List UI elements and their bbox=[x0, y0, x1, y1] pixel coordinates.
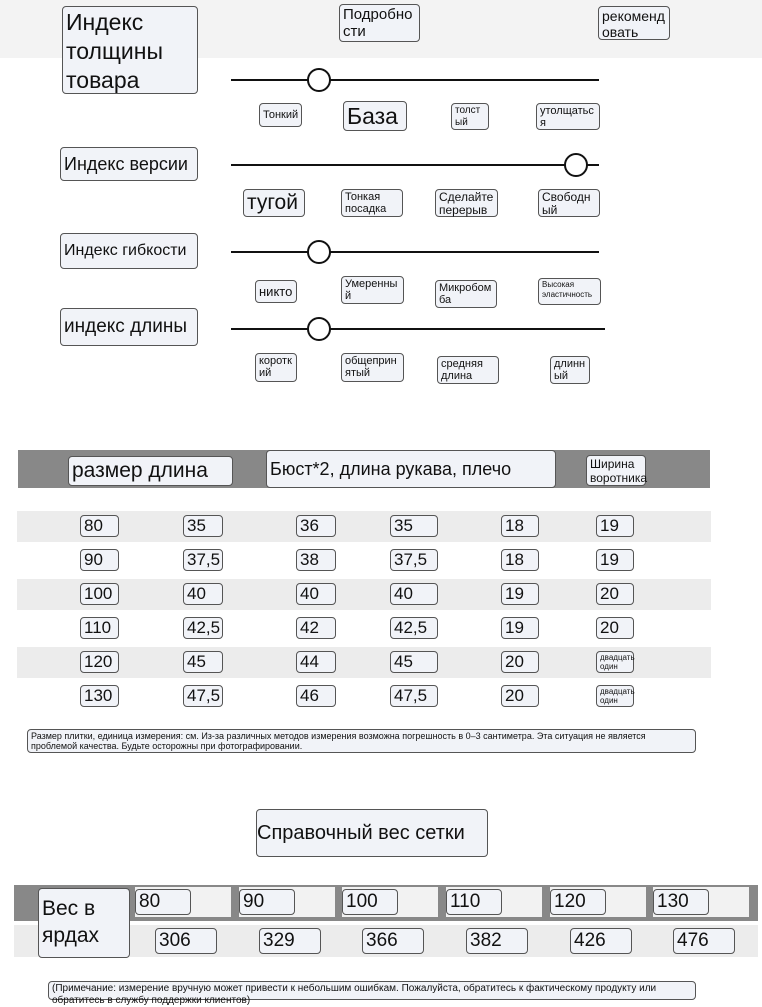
size-table-cell: 19 bbox=[596, 549, 634, 571]
weight-size-cell: 100 bbox=[342, 889, 398, 915]
version-option-3: Сделайте перерыв bbox=[435, 189, 498, 217]
size-header-collar: Ширина воротника bbox=[586, 455, 646, 486]
version-slider-track bbox=[231, 164, 599, 166]
weight-row-label: Вес в ярдах bbox=[38, 888, 130, 958]
size-table-cell: 47,5 bbox=[183, 685, 223, 707]
size-header-measurements: Бюст*2, длина рукава, плечо bbox=[266, 450, 556, 488]
size-table-cell: 46 bbox=[296, 685, 336, 707]
size-table-cell: 40 bbox=[183, 583, 223, 605]
weight-value-cell: 382 bbox=[466, 928, 528, 954]
length-slider-knob[interactable] bbox=[307, 317, 331, 341]
size-table-cell: 100 bbox=[80, 583, 119, 605]
weight-size-cell: 110 bbox=[446, 889, 502, 915]
flexibility-option-4: Высокая эластичность bbox=[538, 278, 601, 305]
flexibility-option-3: Микробом ба bbox=[435, 280, 497, 308]
size-table-cell: 110 bbox=[80, 617, 119, 639]
length-index-label: индекс длины bbox=[60, 308, 198, 346]
size-table-cell: 44 bbox=[296, 651, 336, 673]
size-table-cell: 35 bbox=[183, 515, 223, 537]
size-table-cell: 40 bbox=[390, 583, 438, 605]
version-slider-knob[interactable] bbox=[564, 153, 588, 177]
size-table-cell: 20 bbox=[596, 583, 634, 605]
weight-value-cell: 329 bbox=[259, 928, 321, 954]
flexibility-slider-track bbox=[231, 251, 599, 253]
size-table-cell: 20 bbox=[501, 685, 539, 707]
thickness-option-2: База bbox=[343, 101, 407, 131]
thickness-slider-knob[interactable] bbox=[307, 68, 331, 92]
size-table-cell: 42 bbox=[296, 617, 336, 639]
length-slider-track bbox=[231, 328, 605, 330]
size-header-length: размер длина bbox=[68, 456, 233, 486]
flexibility-option-2: Умеренны й bbox=[341, 276, 404, 304]
version-index-label: Индекс версии bbox=[60, 147, 198, 181]
size-table-cell: 40 bbox=[296, 583, 336, 605]
size-table-cell: 130 bbox=[80, 685, 119, 707]
length-option-2: общеприн ятый bbox=[341, 353, 404, 382]
size-table-cell: 37,5 bbox=[390, 549, 438, 571]
size-table-cell: 19 bbox=[501, 617, 539, 639]
thickness-slider-track bbox=[231, 79, 599, 81]
weight-title: Справочный вес сетки bbox=[256, 809, 488, 857]
size-table-cell: 37,5 bbox=[183, 549, 223, 571]
size-table-cell: 42,5 bbox=[183, 617, 223, 639]
size-table-cell: 45 bbox=[183, 651, 223, 673]
weight-note: (Примечание: измерение вручную может привести к небольшим ошибкам. Пожалуйста, обратитесь к фактическому продукту или обратитесь в службу поддержки клиентов) bbox=[48, 981, 696, 1000]
size-table-cell: 45 bbox=[390, 651, 438, 673]
size-table-cell: 90 bbox=[80, 549, 119, 571]
size-table-cell: 20 bbox=[501, 651, 539, 673]
version-option-1: тугой bbox=[243, 189, 305, 217]
size-table-cell: 42,5 bbox=[390, 617, 438, 639]
version-option-2: Тонкая посадка bbox=[341, 189, 403, 217]
weight-value-cell: 476 bbox=[673, 928, 735, 954]
size-table-cell: двадцать один bbox=[596, 651, 634, 673]
size-table-cell: 35 bbox=[390, 515, 438, 537]
page-title: Индекс толщины товара bbox=[62, 6, 198, 94]
size-table-cell: двадцать один bbox=[596, 685, 634, 707]
details-tab[interactable]: Подробно сти bbox=[339, 4, 420, 42]
size-table-cell: 19 bbox=[596, 515, 634, 537]
flexibility-option-1: никто bbox=[255, 280, 297, 303]
length-option-1: коротк ий bbox=[255, 353, 297, 382]
version-option-4: Свободн ый bbox=[538, 189, 600, 217]
thickness-option-1: Тонкий bbox=[259, 103, 302, 127]
size-table-cell: 80 bbox=[80, 515, 119, 537]
thickness-option-3: толст ый bbox=[451, 103, 489, 130]
thickness-option-4: утолщатьс я bbox=[536, 103, 600, 130]
flexibility-index-label: Индекс гибкости bbox=[60, 233, 198, 269]
recommend-tab[interactable]: рекоменд овать bbox=[598, 6, 670, 40]
weight-value-cell: 426 bbox=[570, 928, 632, 954]
weight-value-cell: 366 bbox=[362, 928, 424, 954]
size-table-cell: 120 bbox=[80, 651, 119, 673]
flexibility-slider-knob[interactable] bbox=[307, 240, 331, 264]
weight-value-cell: 306 bbox=[155, 928, 217, 954]
size-table-cell: 19 bbox=[501, 583, 539, 605]
size-table-cell: 38 bbox=[296, 549, 336, 571]
size-table-cell: 18 bbox=[501, 549, 539, 571]
size-table-note: Размер плитки, единица измерения: см. Из-за различных методов измерения возможна погрешность в 0–3 сантиметра. Эта ситуация не является проблемой качества. Будьте осторожны при фотографировании. bbox=[27, 729, 696, 753]
size-table-cell: 47,5 bbox=[390, 685, 438, 707]
size-table-cell: 36 bbox=[296, 515, 336, 537]
length-option-4: длинн ый bbox=[550, 356, 590, 384]
weight-size-cell: 130 bbox=[653, 889, 709, 915]
size-table-cell: 20 bbox=[596, 617, 634, 639]
size-table-cell: 18 bbox=[501, 515, 539, 537]
weight-size-cell: 80 bbox=[135, 889, 191, 915]
weight-size-cell: 90 bbox=[239, 889, 295, 915]
weight-size-cell: 120 bbox=[550, 889, 606, 915]
length-option-3: средняя длина bbox=[437, 356, 499, 384]
